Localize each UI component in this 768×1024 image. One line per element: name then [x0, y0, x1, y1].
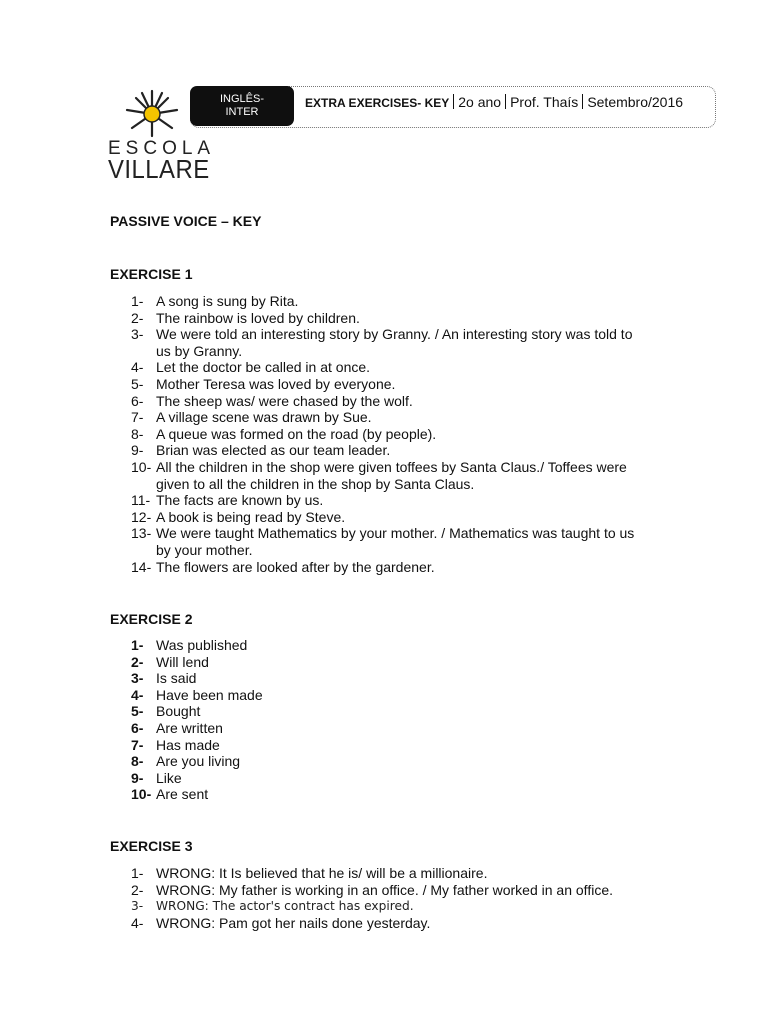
list-item: 4- Let the doctor be called in at once. — [131, 359, 371, 376]
list-item: 12- A book is being read by Steve. — [131, 508, 346, 525]
list-item: 6- The sheep was/ were chased by the wolf. — [131, 392, 413, 409]
list-item: 10- All the children in the shop were given toffees by Santa Claus./ Toffees were given to all the children in the shop by Santa Claus. — [131, 458, 627, 492]
date: Setembro/2016 — [587, 94, 684, 110]
divider — [505, 94, 506, 109]
list-item: 7- Has made — [131, 736, 220, 753]
list-item: 3- We were told an interesting story by Granny. / An interesting story was told to us by Granny. — [131, 326, 633, 359]
subject-tag-line2: INTER — [225, 106, 259, 118]
grade-year: 2o ano — [458, 94, 502, 110]
exercise-1-list — [131, 293, 651, 575]
list-item: 4- WRONG: Pam got her nails done yesterday. — [131, 914, 431, 931]
list-item: 9- Like — [131, 769, 182, 786]
list-item: 1- Was published — [131, 637, 248, 653]
header-info — [305, 94, 683, 110]
list-item: 7- A village scene was drawn by Sue. — [131, 409, 372, 426]
exercise-2-heading: EXERCISE 2 — [110, 611, 193, 627]
list-item: 13- We were taught Mathematics by your mother. / Mathematics was taught to us by your mother. — [131, 525, 635, 558]
list-item: 1- WRONG: It Is believed that he is/ will be a millionaire. — [131, 865, 488, 881]
list-item: 9- Brian was elected as our team leader. — [131, 442, 391, 459]
exercise-3-list — [131, 865, 651, 931]
list-item: 5- Mother Teresa was loved by everyone. — [131, 375, 396, 392]
exercise-3-heading: EXERCISE 3 — [110, 838, 193, 854]
list-item: 2- WRONG: My father is working in an office. / My father worked in an office. — [131, 881, 613, 898]
subject-tag-line1: INGLÊS- — [219, 93, 264, 105]
logo-text-bottom: VILLARE — [108, 154, 210, 184]
school-logo — [108, 88, 216, 184]
teacher-name: Prof. Thaís — [510, 94, 579, 110]
exercise-2-list — [131, 637, 651, 803]
page-title: PASSIVE VOICE – KEY — [110, 213, 262, 229]
divider — [582, 94, 583, 109]
sun-icon — [122, 88, 182, 140]
list-item: 11- The facts are known by us. — [131, 492, 324, 509]
subject-tag — [190, 86, 294, 126]
list-item: 4- Have been made — [131, 686, 263, 703]
list-item: 2- The rainbow is loved by children. — [131, 309, 360, 326]
list-item: 1- A song is sung by Rita. — [131, 293, 299, 309]
logo-text-top: ESCOLA — [108, 138, 216, 159]
list-item: 3- Is said — [131, 670, 197, 687]
list-item: 8- Are you living — [131, 753, 241, 770]
list-item: 10- Are sent — [131, 786, 209, 803]
divider — [453, 94, 454, 109]
list-item: 6- Are written — [131, 719, 223, 736]
list-item: 2- Will lend — [131, 653, 209, 670]
list-item: 3- WRONG: The actor's contract has expired. — [131, 899, 414, 914]
worksheet-title: EXTRA EXERCISES- KEY — [305, 96, 450, 110]
list-item: 8- A queue was formed on the road (by people). — [131, 425, 437, 442]
list-item: 14- The flowers are looked after by the gardener. — [131, 558, 435, 575]
exercise-1-heading: EXERCISE 1 — [110, 266, 193, 282]
list-item: 5- Bought — [131, 703, 201, 720]
